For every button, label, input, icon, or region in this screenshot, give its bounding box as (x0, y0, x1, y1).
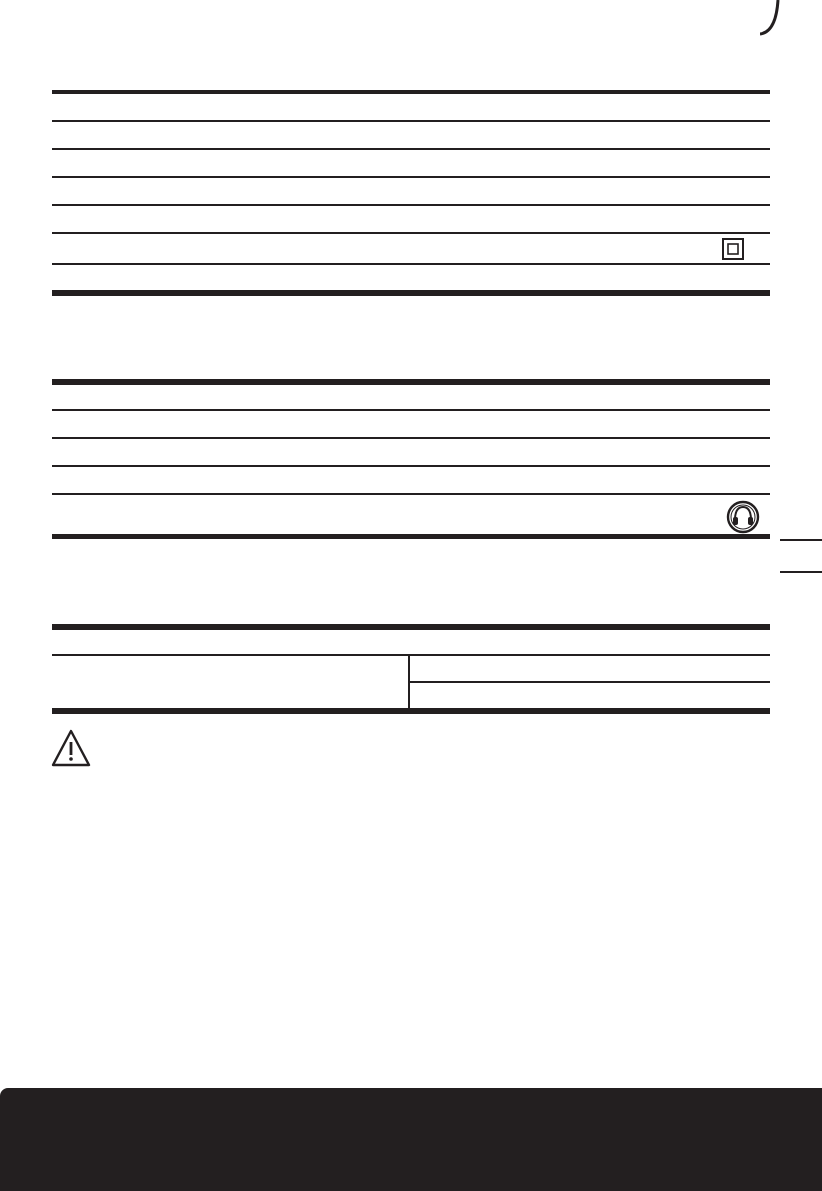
table-bottom-rule (52, 708, 770, 714)
table-row-divider (52, 120, 770, 122)
table-row-divider (52, 654, 770, 656)
table-row-divider (52, 204, 770, 206)
table-column-divider (408, 655, 410, 710)
ear-protection-icon (722, 500, 764, 534)
table-top-rule (52, 90, 770, 94)
table-top-rule (52, 379, 770, 385)
page-corner-curve (760, 0, 790, 40)
warning-triangle-icon (50, 728, 92, 768)
table-row-divider (52, 176, 770, 178)
side-tab-marker (780, 571, 822, 573)
page-footer-band (0, 1088, 822, 1191)
side-tab-marker (780, 539, 822, 541)
table-row-divider (52, 409, 770, 411)
table-row-divider (52, 232, 770, 234)
table-row-divider (52, 465, 770, 467)
table-top-rule (52, 624, 770, 630)
table-row-divider (52, 263, 770, 265)
table-row-divider (52, 148, 770, 150)
table-bottom-rule (52, 534, 770, 539)
table-row-divider (52, 493, 770, 495)
table-row-divider (52, 437, 770, 439)
double-insulation-icon (722, 238, 744, 260)
table-row-divider (410, 681, 770, 683)
table-bottom-rule (52, 290, 770, 296)
